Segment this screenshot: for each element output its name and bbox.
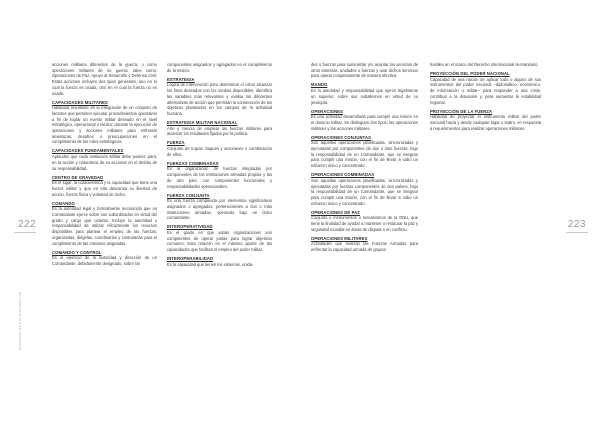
glossary-term: OPERACIONES [311,108,344,114]
glossary-term: FUERZA CONJUNTA [167,192,210,198]
glossary-term: ESTRATEGIA [167,76,195,82]
text-column-4 [430,62,541,135]
text-column-1 [52,62,157,270]
glossary-term: CAPACIDADES FUNDAMENTALES [52,148,124,154]
glossary-term: INTEROPERABILIDAD [167,256,214,262]
glossary-term: INTEROPERATIVIDAD [167,224,213,230]
glossary-definition: Es la capacidad que tienen los sistemas, unida- [167,261,254,267]
text-column-2 [167,62,272,271]
glossary-definition: Son aquellas operaciones planificadas, sincronizadas y ejecutadas por componentes de dos o más fuerzas, bajo la responsabilidad de un Comandante, que se integran para cumplir una misión, con el fin de llevar a cabo un esfuerzo único y concentrado. [311,140,418,169]
glossary-term: FUERZAS COMBINADAS [167,160,219,166]
glossary-definition: Son aquellas operaciones planificadas, sincronizadas y ejecutadas por fuerzas componentes de dos países, bajo la responsabilidad de un Comandante, que se integran para cumplir una misión, con el fin de llevar a cabo un esfuerzo único y concentrado. [311,177,418,206]
glossary-term: OPERACIONES MILITARES [311,235,368,241]
glossary-definition: Es una fuerza compuesta por elementos significativos asignados o agregados, pertenecientes a dos o más instituciones armadas, operando bajo un único comandante. [167,198,272,221]
glossary-definition: Es la autoridad y responsabilidad que ejerce legalmente un superior, sobre sus subalternos en virtud de su jerarquía. [311,88,418,105]
glossary-term: PROYECCIÓN DE LA FUERZA [430,108,493,114]
glossary-term: OPERACIONES DE PAZ [311,209,360,215]
glossary-definition: Habilidad de proyectar el instrumento militar del poder nacional hacia y desde cualquier lugar o teatro, en respuesta a requerimientos para realizar operaciones militares. [430,114,541,131]
glossary-definition: Es la organización de fuerzas integradas por componentes de las instituciones armadas propias y las de otro país, con componentes funcionales y responsabilidades operacionales. [167,166,272,189]
glossary-term: COMANDO [52,200,75,206]
glossary-term: MANDO [311,82,328,88]
glossary-term: OPERACIONES CONJUNTAS [311,134,371,140]
glossary-term: CENTRO DE GRAVEDAD [52,174,104,180]
glossary-definition: Aptitudes que cada Institución Militar debe poseer, para, en la acción y naturaleza de su accionar en el ámbito de su responsabilidad. [52,154,157,171]
glossary-term: CAPACIDADES MILITARES [52,99,108,105]
glossary-definition: Es la autoridad legal y formalmente reconocida que un Comandante ejerce sobre sus subordinados en virtud del grado y cargo que ostenta. Incluye la autoridad y responsabilidad de utilizar eficazmente los recursos disponibles para planear el empleo de las fuerzas, organizarlas, dirigirlas, coordinarlas y controlarlas para el cumplimiento de las misiones asignadas. [52,206,157,246]
glossary-definition: acciones militares diferentes de la guerra, o como operaciones militares de no guerra, tales como: Operaciones de Paz, Apoyo al Desarrollo y Defensa Civil. Estas acciones incluyen dos tipos generales, uno en el cual la fuerza es usada, otro en el cual la fuerza no es usada. [52,62,157,96]
text-column-3 [311,62,418,256]
glossary-definition: Habilidad resultante de la integración de un conjunto de factores que permiten ejecutar procedimientos operativos a fin de lograr un evento militar deseado en el nivel estratégico, operacional o táctico; durante la ejecución de operaciones y acciones militares para enfrentar amenazas, desafíos o preocupaciones en el cumplimiento de los roles estratégicos. [52,105,157,145]
side-running-title: GLOSARIO DE CULTURA MILITAR [18,291,22,350]
glossary-definition: componentes asignados y agregados en el cumplimiento de la misión. [167,62,272,73]
glossary-term: OPERACIONES COMBINADAS [311,172,375,178]
right-page-number: 223 [567,219,586,230]
glossary-definition: Arte y ciencia de emplear las fuerzas militares para alcanzar los resultados fijados por la política. [167,125,272,137]
glossary-definition: Actividades que realizan las Fuerzas Armadas para enfrentar la capacidad armada de grupos [311,241,418,253]
glossary-term: COMANDO Y CONTROL [52,249,102,255]
glossary-definition: Lógica de intervención para determinar el cómo alcanzar los fines deseados con los medios disponibles, identifica las variables más relevantes y evalúa las diferentes alternativas de acción que permitan la consecución de los objetivos planteados en los campos de la actividad humana. [167,82,272,116]
glossary-term: FUERZA [167,140,185,146]
glossary-definition: hostiles en el marco del Derecho Internacional Humanitario. [430,62,539,67]
glossary-definition: Conjunto e instrumentos o mecanismos de la ONU, que tiene la finalidad de ayudar a mantener o restaurar la paz y seguridad mundial en áreas de disputa o en conflicto. [311,215,418,232]
glossary-definition: Es el lugar, la característica y la capacidad que tiene una fuerza militar y que en ella descansa su libertad de acción, fuerza física y voluntad de lucha. [52,180,157,197]
glossary-term: ESTRATEGIA MILITAR NACIONAL [167,119,238,125]
glossary-definition: des o fuerzas para suministrar y/o aceptar los servicios de otros sistemas, unidades o fuerzas y usar dichos servicios para operar conjuntamente de manera efectiva. [311,62,418,79]
glossary-definition: Es el grado en que varias organizaciones son competentes de operar juntas para lograr objetivos comunes. Esta relación es el máximo aporte de las capacidades que facilitan el empleo del poder militar. [167,230,272,253]
glossary-term: PROYECCIÓN DEL PODER NACIONAL [430,71,510,76]
glossary-definition: Es una actividad desarrollada para cumplir una misión en el dominio militar. Se distinguen dos tipos: las operaciones militares y las acciones militares. [311,114,418,131]
left-page-number: 222 [18,219,37,230]
glossary-definition: Es el ejercicio de la autoridad y dirección de un Comandante, debidamente designado, sobre los [52,255,157,266]
glossary-definition: Capacidad de una nación de aplicar todo o alguno de sus instrumentos del poder nacional –diplomático, económico, de información o militar– para responder a una crisis, contribuir a la disuasión y, para aumentar la estabilidad regional. [430,76,541,105]
glossary-definition: Conjunto de tropas, buques y aeronaves o combinación de ellos. [167,146,272,157]
